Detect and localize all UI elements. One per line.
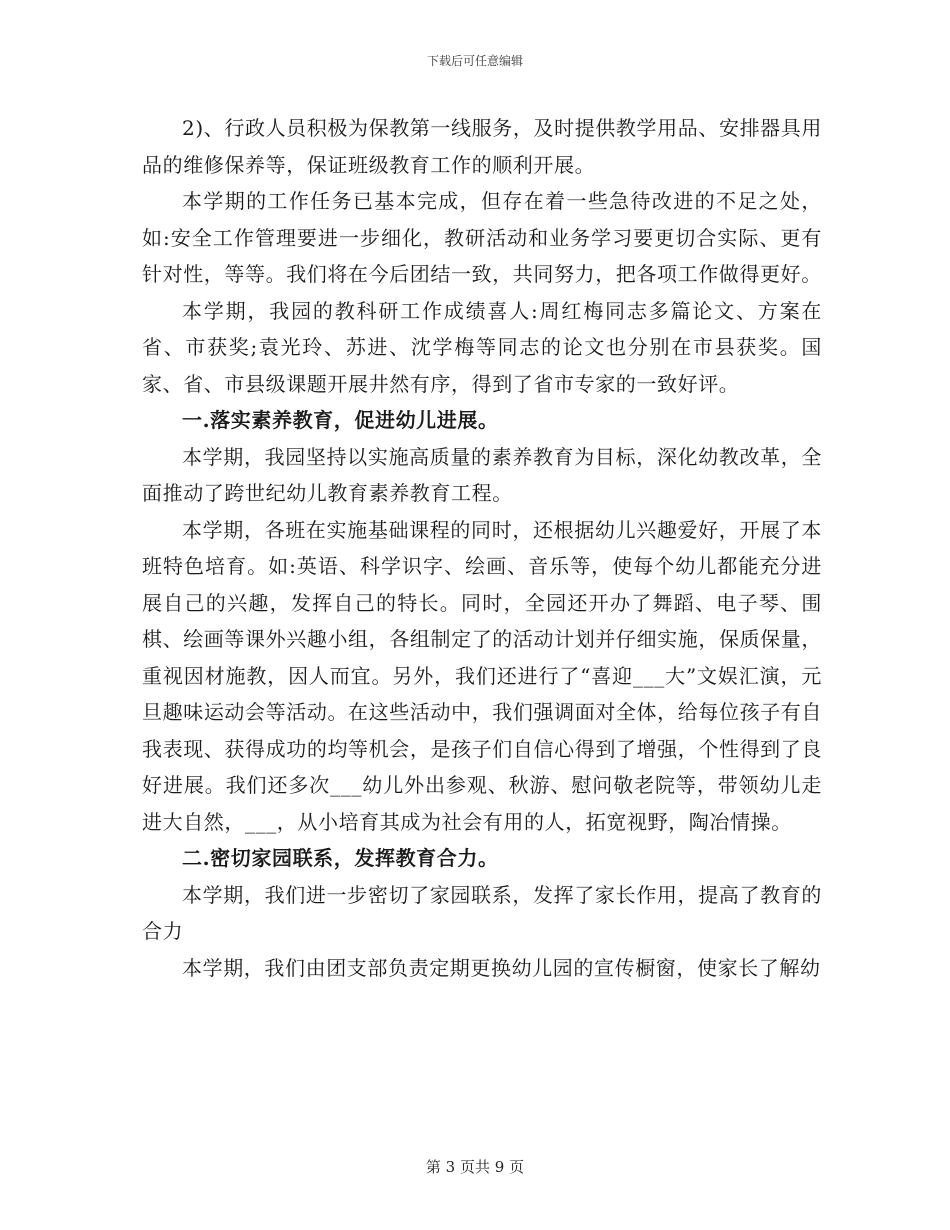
paragraph: 本学期，我们进一步密切了家园联系，发挥了家长作用，提高了教育的合力 (142, 882, 822, 943)
page-header-note: 下载后可任意编辑 (426, 54, 523, 68)
page-number-footer: 第 3 页共 9 页 (425, 1158, 525, 1176)
section-heading: 一.落实素养教育，促进幼儿进展。 (182, 408, 499, 432)
paragraph: 本学期的工作任务已基本完成，但存在着一些急待改进的不足之处，如:安全工作管理要进一步细化，教研活动和业务学习要更切合实际、更有针对性，等等。我们将在今后团结一致，共同努力，把各项工作做得更好。 (142, 189, 822, 286)
document-body (142, 110, 822, 986)
section-heading: 二.密切家园联系，发挥教育合力。 (182, 846, 499, 870)
paragraph: 本学期，我们由团支部负责定期更换幼儿园的宣传橱窗，使家长了解幼 (182, 955, 821, 980)
paragraph: 本学期，我园坚持以实施高质量的素养教育为目标，深化幼教改革，全面推动了跨世纪幼儿教育素养教育工程。 (142, 444, 822, 505)
paragraph: 本学期，我园的教科研工作成绩喜人:周红梅同志多篇论文、方案在省、市获奖;袁光玲、苏进、沈学梅等同志的论文也分别在市县获奖。国家、省、市县级课题开展井然有序，得到了省市专家的一致好评。 (142, 298, 823, 396)
paragraph: 2)、行政人员积极为保教第一线服务，及时提供教学用品、安排器具用品的维修保养等，保证班级教育工作的顺利开展。 (142, 116, 822, 177)
paragraph: 本学期，各班在实施基础课程的同时，还根据幼儿兴趣爱好，开展了本班特色培育。如:英语、科学识字、绘画、音乐等，使每个幼儿都能充分进展自己的兴趣，发挥自己的特长。同时，全园还开办了舞蹈、电子琴、围棋、绘画等课外兴趣小组，各组制定了的活动计划并仔细实施，保质保量，重视因材施教，因人而宜。另外，我们还进行了“喜迎___大”文娱汇演，元旦趣味运动会等活动。在这些活动中，我们强调面对全体，给每位孩子有自我表现、获得成功的均等机会，是孩子们自信心得到了增强，个性得到了良好进展。我们还多次___幼儿外出参观、秋游、慰问敬老院等，带领幼儿走进大自然，___，从小培育其成为社会有用的人，拓宽视野，陶冶情操。 (142, 517, 822, 834)
